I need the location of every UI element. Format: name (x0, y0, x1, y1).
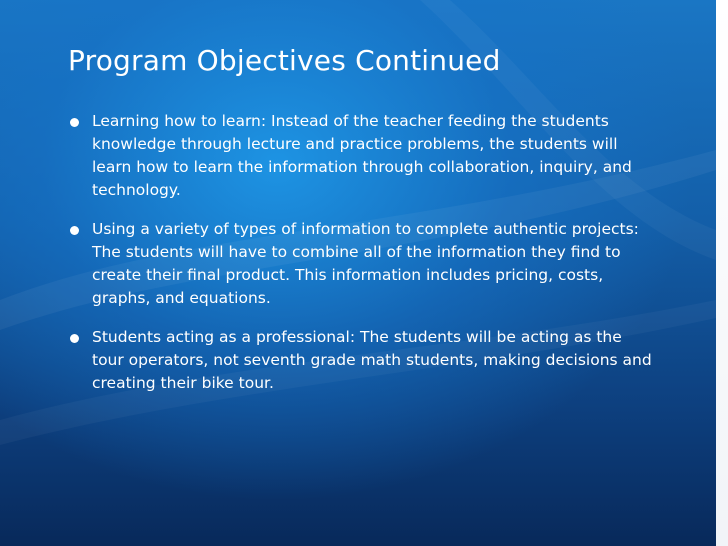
bullet-text: Learning how to learn: Instead of the teacher feeding the students knowledge through lecture and practice problems, the students will learn how to learn the information through collaboration, inquiry, and technology. (92, 112, 632, 199)
bullet-marker-icon (70, 226, 79, 235)
bullet-marker-icon (70, 118, 79, 127)
bullet-text: Using a variety of types of information to complete authentic projects: The students will have to combine all of the information they find to create their final product. This information includes pricing, costs, graphs, and equations. (92, 220, 639, 307)
bullet-list (68, 110, 658, 411)
slide-right-edge (716, 0, 728, 546)
bullet-item-acting-as-professional (68, 326, 658, 395)
bullet-item-variety-of-information (68, 218, 658, 310)
bullet-marker-icon (70, 334, 79, 343)
bullet-text: Students acting as a professional: The students will be acting as the tour operators, not seventh grade math students, making decisions and creating their bike tour. (92, 328, 652, 392)
slide-title: Program Objectives Continued (68, 44, 501, 77)
bullet-item-learning-how-to-learn (68, 110, 658, 202)
